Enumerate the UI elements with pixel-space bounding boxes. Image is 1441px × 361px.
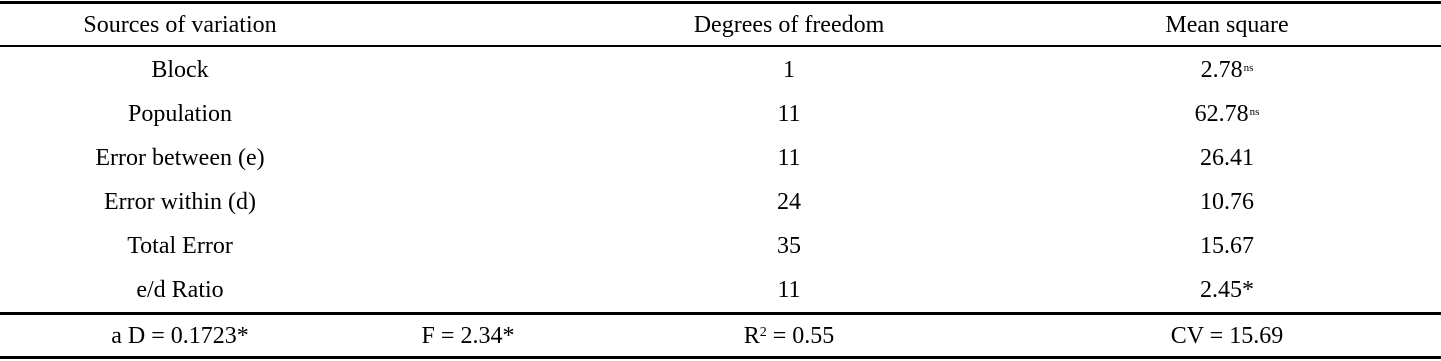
row-ms-sup: ns xyxy=(1249,106,1260,118)
row-df: 11 xyxy=(777,145,801,171)
row-df: 35 xyxy=(777,233,801,259)
row-ms xyxy=(1201,55,1254,85)
row-source: e/d Ratio xyxy=(136,277,224,303)
header-ms: Mean square xyxy=(1165,12,1289,38)
row-source: Total Error xyxy=(127,233,233,259)
bottom-rule xyxy=(0,356,1441,359)
footer-f: F = 2.34* xyxy=(421,323,515,349)
footer-top-rule xyxy=(0,312,1441,315)
header-rule xyxy=(0,45,1441,47)
footer-r-suffix: = 0.55 xyxy=(766,323,835,349)
row-ms-sup: ns xyxy=(1243,62,1254,74)
row-ms: 26.41 xyxy=(1200,145,1254,171)
row-ms-value: 2.78 xyxy=(1200,57,1243,83)
row-ms: 15.67 xyxy=(1200,233,1254,259)
top-rule xyxy=(0,1,1441,4)
footer-r2 xyxy=(744,321,835,351)
footer-r-prefix: R xyxy=(743,323,760,349)
row-df: 11 xyxy=(777,277,801,303)
row-source: Block xyxy=(151,57,209,83)
header-df: Degrees of freedom xyxy=(693,12,885,38)
row-source: Error within (d) xyxy=(104,189,256,215)
footer-r-sup: 2 xyxy=(759,325,767,340)
row-source: Population xyxy=(127,101,233,127)
row-df: 1 xyxy=(783,57,795,83)
row-ms xyxy=(1195,99,1260,129)
row-ms: 10.76 xyxy=(1200,189,1254,215)
row-df: 24 xyxy=(777,189,801,215)
row-ms-value: 62.78 xyxy=(1194,101,1249,127)
footer-d: a D = 0.1723* xyxy=(111,323,249,349)
row-source: Error between (e) xyxy=(95,145,265,171)
footer-cv: CV = 15.69 xyxy=(1170,323,1284,349)
row-df: 11 xyxy=(777,101,801,127)
row-ms: 2.45* xyxy=(1200,277,1254,303)
header-sources: Sources of variation xyxy=(83,12,277,38)
